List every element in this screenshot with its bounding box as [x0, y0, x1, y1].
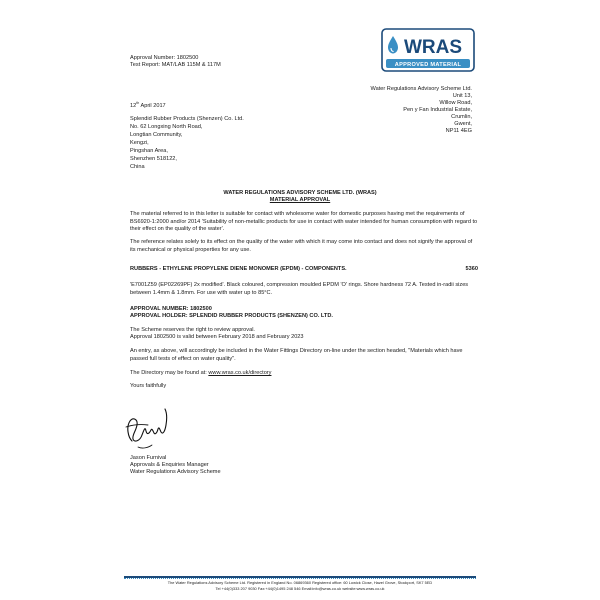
wras-logo [381, 28, 475, 72]
signatory-role: Approvals & Enquiries Manager [130, 462, 209, 468]
recipient-address-line-4: Kengzi, [130, 140, 149, 146]
sender-address-line-6: Gwent, [454, 121, 472, 127]
suitability-paragraph: The material referred to in this letter is suitable for contact with wholesome water for domestic purposes having met the requirements of BS6920-1:2000 and/or 2014 'Suitability of non-metallic products for use in contact with water intended for human consumption with regard to their effect on the quality of the water'. [130, 211, 478, 233]
recipient-address-line-5: Pingshan Area, [130, 148, 168, 154]
footer-contact: Tel +44(0)333 207 9030 Fax:+44(0)1495 248 546 Email:info@wras.co.uk website:www.wras.co.uk [215, 586, 385, 591]
validity-period: Approval 1802500 is valid between February 2018 and February 2023 [130, 334, 304, 340]
material-category-heading: RUBBERS - ETHYLENE PROPYLENE DIENE MONOMER (EPDM) - COMPONENTS. [130, 266, 347, 272]
signatory-organisation: Water Regulations Advisory Scheme [130, 469, 221, 475]
document-title: MATERIAL APPROVAL [269, 197, 331, 203]
sender-address-line-3: Willow Road, [439, 100, 472, 106]
material-category-code: 5360 [465, 266, 478, 272]
recipient-address-line-7: China [130, 164, 145, 170]
recipient-address-line-1: Splendid Rubber Products (Shenzen) Co. Ltd. [130, 116, 244, 122]
footer-registration: The Water Regulations Advisory Scheme Ltd. Registered in England No. 06869360 Registered office: 60 Lowick Close, Hazel Grove, Stockport, SK7 5ED [167, 580, 433, 585]
directory-link[interactable]: www.wras.co.uk/directory [208, 370, 272, 376]
sender-address-line-5: Crumlin, [451, 114, 472, 120]
sender-address-line-4: Pen y Fan Industrial Estate, [403, 107, 472, 113]
directory-entry-paragraph: An entry, as above, will accordingly be included in the Water Fittings Directory on-line under the section headed, "Materials which have passed full tests of effect on water quality". [130, 348, 463, 362]
approval-number: APPROVAL NUMBER: 1802500 [130, 306, 212, 312]
review-notice: The Scheme reserves the right to review approval. [130, 327, 255, 333]
organisation-title: WATER REGULATIONS ADVISORY SCHEME LTD. (WRAS) [223, 190, 377, 196]
sender-address-line-1: Water Regulations Advisory Scheme Ltd. [370, 86, 472, 92]
recipient-address-line-3: Longtian Community, [130, 132, 183, 138]
closing-salutation: Yours faithfully [130, 383, 167, 389]
material-description: 'E7001Z59 (EP02269PF) 2x modified'. Black coloured, compression moulded EPDM 'O' rings. Shore hardness 72 A. Tested in-radii sizes between 1.4mm & 1.8mm. For use with water up to 85°C. [130, 282, 469, 296]
logo-tagline: APPROVED MATERIAL [394, 61, 462, 68]
recipient-address-line-6: Shenzhen 518122, [130, 156, 177, 162]
recipient-address-line-2: No. 62 Longxing North Road, [130, 124, 203, 130]
handwritten-signature [118, 397, 178, 457]
approval-holder: APPROVAL HOLDER: SPLENDID RUBBER PRODUCTS (SHENZEN) CO. LTD. [130, 313, 333, 319]
signatory-name: Jason Furnival [130, 455, 167, 461]
approval-number-line: Approval Number: 1802500 [130, 55, 199, 61]
test-report-line: Test Report: MAT/LAB 115M & 117M [130, 62, 221, 68]
letter-date: 12th April 2017 [130, 101, 166, 109]
reference-paragraph: The reference relates solely to its effect on the quality of the water with which it may come into contact and does not signify the approval of its mechanical or physical properties for any use. [130, 239, 473, 253]
logo-wordmark: WRAS [403, 37, 463, 58]
sender-address-line-2: Unit 13, [452, 93, 472, 99]
directory-location: The Directory may be found at: www.wras.co.uk/directory [130, 370, 272, 376]
sender-address-line-7: NP11 4EG [445, 128, 472, 134]
